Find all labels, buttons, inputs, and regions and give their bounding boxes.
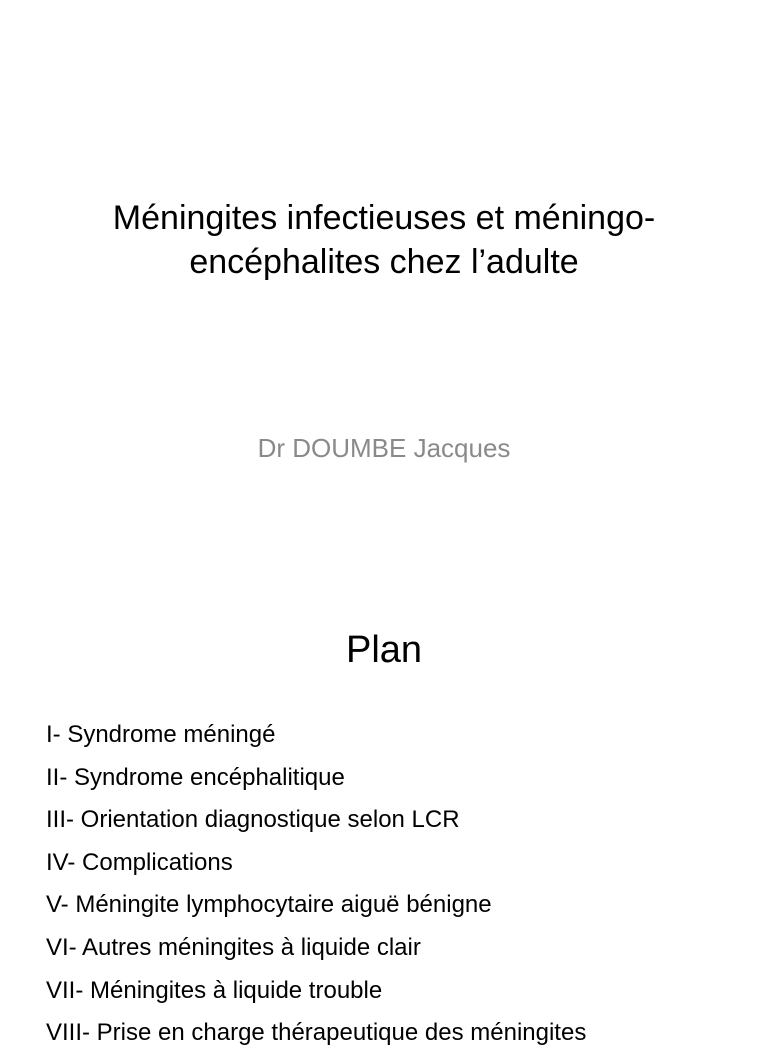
plan-item: III- Orientation diagnostique selon LCR <box>46 806 460 834</box>
plan-item: VII- Méningites à liquide trouble <box>46 976 383 1004</box>
plan-slide <box>0 576 768 1047</box>
author-subtitle: Dr DOUMBE Jacques <box>257 433 511 463</box>
slide-title <box>40 196 728 284</box>
plan-item: IV- Complications <box>46 848 233 876</box>
plan-item: V- Méningite lymphocytaire aiguë bénigne <box>46 891 492 919</box>
plan-item: II- Syndrome encéphalitique <box>46 763 345 791</box>
plan-list <box>46 714 586 1055</box>
plan-item: I- Syndrome méningé <box>46 721 276 748</box>
slide-title-line-1: Méningites infectieuses et méningo- <box>112 199 656 237</box>
plan-item: VIII- Prise en charge thérapeutique des méningites <box>46 1019 587 1047</box>
plan-heading: Plan <box>345 629 423 671</box>
plan-item: VI- Autres méningites à liquide clair <box>46 933 421 961</box>
slide-title-line-2: encéphalites chez l’adulte <box>189 243 579 281</box>
